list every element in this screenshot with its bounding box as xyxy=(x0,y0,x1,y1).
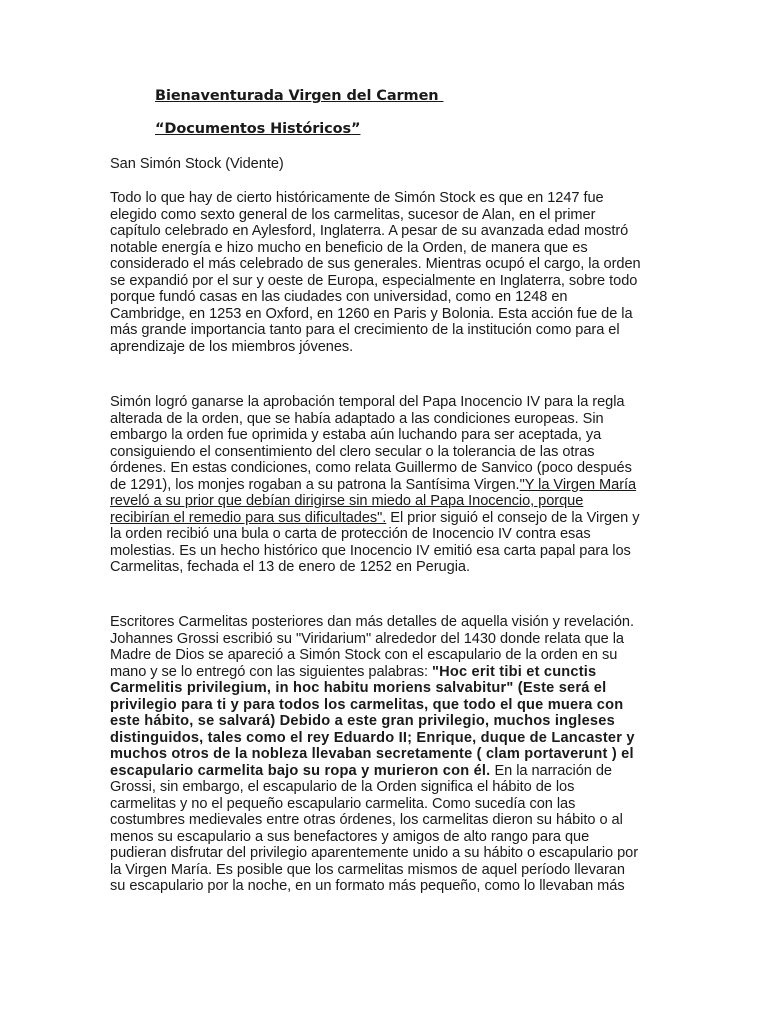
document-subtitle: “Documentos Históricos” xyxy=(155,121,361,137)
paragraph-3-text-a: Escritores Carmelitas posteriores dan más detalles de aquella visión y revelación. Johannes Grossi escribió su "Viridarium" alrededor del 1430 donde relata que la Madre de Dios se apareció a Simón Stock con el escapulario de la orden en su mano y se lo entregó con las siguientes palabras: xyxy=(110,614,634,680)
paragraph-2-quote: "Y la Virgen María reveló a su prior que debían dirigirse sin miedo al Papa Inocencio, porque recibirían el remedio para sus dificultades". xyxy=(110,476,637,526)
document-title: Bienaventurada Virgen del Carmen xyxy=(155,88,444,104)
paragraph-2-text-b: El prior siguió el consejo de la Virgen y la orden recibió una bula o carta de protección de Inocencio IV contra esas molestias. Es un hecho histórico que Inocencio IV emitió esa carta papal para los Carmelitas, fechada el 13 de enero de 1252 en Perugia. xyxy=(110,509,640,575)
section-heading: San Simón Stock (Vidente) xyxy=(110,156,284,172)
paragraph-3-text-b: En la narración de Grossi, sin embargo, el escapulario de la Orden significa el hábito de los carmelitas y no el pequeño escapulario carmelita. Como sucedía con las costumbres medievales entre otras órdenes, los carmelitas dieron su hábito o al menos su escapulario a sus benefactores y amigos de alto rango para que pudieran disfrutar del privilegio aparentemente unido a su hábito o escapulario por la Virgen María. Es posible que los carmelitas mismos de aquel período llevaran su escapulario por la noche, en un formato más pequeño, como lo llevaban más xyxy=(110,762,639,894)
paragraph-1: Todo lo que hay de cierto históricamente de Simón Stock es que en 1247 fue elegido como sexto general de los carmelitas, sucesor de Alan, en el primer capítulo celebrado en Aylesford, Inglaterra. A pesar de su avanzada edad mostró notable energía e hizo mucho en beneficio de la Orden, de manera que es considerado el más celebrado de sus generales. Mientras ocupó el cargo, la orden se expandió por el sur y oeste de Europa, especialmente en Inglaterra, sobre todo porque fundó casas en las ciudades con universidad, como en 1248 en Cambridge, en 1253 en Oxford, en 1260 en Paris y Bolonia. Esta acción fue de la más grande importancia tanto para el crecimiento de la institución como para el aprendizaje de los miembros jóvenes. xyxy=(110,190,641,355)
paragraph-3-bold-quote: "Hoc erit tibi et cunctis Carmelitis privilegium, in hoc habitu moriens salvabitur" (Este será el privilegio para ti y para todos los carmelitas, que todo el que muera con este hábito, se salvará) Debido a este gran privilegio, muchos ingleses distinguidos, tales como el rey Eduardo II; Enrique, duque de Lancaster y muchos otros de la nobleza llevaban secretamente ( clam portaverunt ) el escapulario carmelita bajo su ropa y murieron con él. xyxy=(110,663,635,779)
paragraph-3 xyxy=(110,614,644,895)
paragraph-2-text-a: Simón logró ganarse la aprobación temporal del Papa Inocencio IV para la regla alterada de la orden, que se había adaptado a las condiciones europeas. Sin embargo la orden fue oprimida y estaba aún luchando para ser aceptada, ya consiguiendo el consentimiento del clero secular o la tolerancia de las otras órdenes. En estas condiciones, como relata Guillermo de Sanvico (poco después de 1291), los monjes rogaban a su patrona la Santísima Virgen. xyxy=(110,394,632,493)
paragraph-2 xyxy=(110,394,644,576)
